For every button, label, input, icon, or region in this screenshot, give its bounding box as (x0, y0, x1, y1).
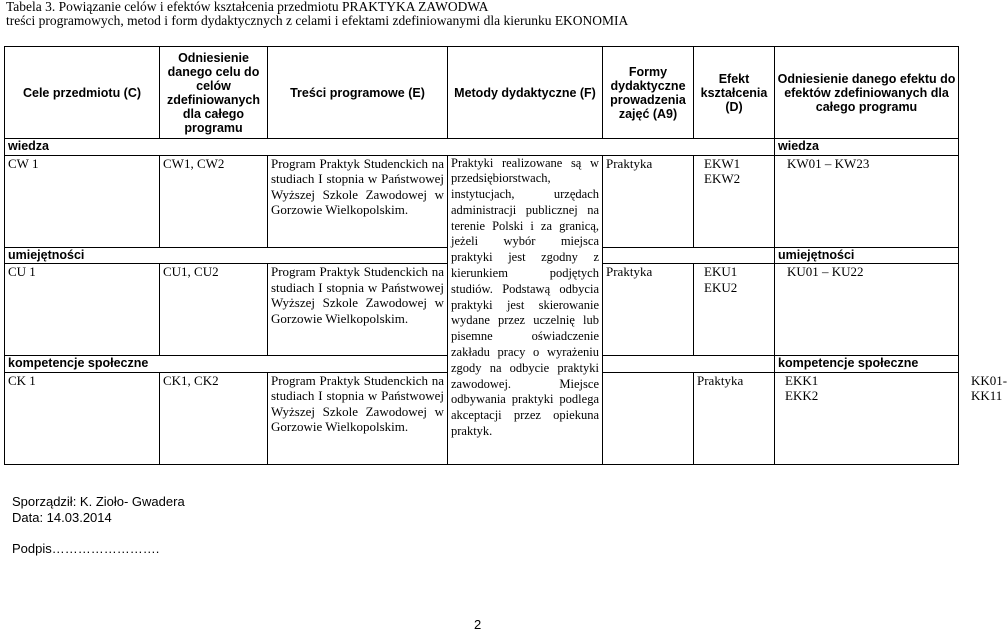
forma-cell: Praktyka (694, 372, 775, 464)
metody-cell: Praktyki realizowane są w przedsiębiorstwach, instytucjach, urzędach administracji publicznej na terenie Polski i za granicą, jeżeli wybór miejsca praktyki jest zgodny z kierunkiem podjętych studiów. Podstawą odbycia praktyki jest skierowanie wydane przez uczelnię lub pisemne oświadczenie zakładu pracy o wyrażeniu zgody na odbycie praktyki zawodowej. Miejsce odbywania praktyki podlega akceptacji przez opiekuna praktyk. (448, 155, 603, 464)
section-blank (603, 356, 775, 373)
efekt-1: EKU1 (704, 264, 738, 279)
efekt-cell (694, 155, 775, 247)
prepared-by: Sporządził: K. Zioło- Gwadera (12, 494, 185, 509)
cel-cell: CW 1 (5, 155, 160, 247)
header-row (5, 47, 959, 139)
table-row: CK 1 CK1, CK2 Program Praktyk Studenckich na studiach I stopnia w Państwowej Wyższej Szkole Zawodowej w Gorzowie Wielkopolskim. Praktyka EKK1 EKK2 KK01- KK11 (5, 372, 959, 464)
section-label-umiejetnosci: umiejętności (5, 247, 448, 264)
tresci-cell: Program Praktyk Studenckich na studiach I stopnia w Państwowej Wyższej Szkole Zawodowej w Gorzowie Wielkopolskim. (268, 264, 448, 356)
section-label-wiedza-right: wiedza (775, 139, 959, 156)
header-metody: Metody dydaktyczne (F) (448, 47, 603, 139)
header-formy: Formy dydaktyczne prowadzenia zajęć (A9) (603, 47, 694, 139)
cel-cell: CK 1 (5, 372, 160, 464)
forma-cell: Praktyka (603, 264, 694, 356)
odniesienie-cell: CK1, CK2 (160, 372, 268, 464)
header-efekt: Efekt kształcenia (D) (694, 47, 775, 139)
forma-cell: Praktyka (603, 155, 694, 247)
table-row (5, 155, 959, 247)
header-cele: Cele przedmiotu (C) (5, 47, 160, 139)
caption-line-2: treści programowych, metod i form dydaktycznych z celami i efektami zdefiniowanymi dla kierunku EKONOMIA (6, 13, 629, 28)
date: Data: 14.03.2014 (12, 510, 112, 525)
section-blank (603, 247, 775, 264)
header-odniesienie-celu: Odniesienie danego celu do celów zdefiniowanych dla całego programu (160, 47, 268, 139)
header-odniesienie-efektu: Odniesienie danego efektu do efektów zdefiniowanych dla całego programu (775, 47, 959, 139)
section-label-umiejetnosci-right: umiejętności (775, 247, 959, 264)
section-label-wiedza: wiedza (5, 139, 775, 156)
section-label-kompetencje: kompetencje społeczne (5, 356, 448, 373)
efekt-2: EKW2 (704, 171, 741, 186)
signature-line: Podpis……………………. (12, 541, 160, 556)
tresci-cell: Program Praktyk Studenckich na studiach I stopnia w Państwowej Wyższej Szkole Zawodowej w Gorzowie Wielkopolskim. (268, 372, 448, 464)
caption-line-1: Tabela 3. Powiązanie celów i efektów kształcenia przedmiotu PRAKTYKA ZAWODWA (6, 0, 489, 14)
header-tresci: Treści programowe (E) (268, 47, 448, 139)
efekt-2: EKK2 (785, 388, 819, 403)
table-caption (6, 0, 628, 28)
efekt-cell (775, 372, 959, 464)
odniesienie-cell: CU1, CU2 (160, 264, 268, 356)
odniesienie-efektu-cell: KW01 – KW23 (775, 155, 959, 247)
efekt-1: EKK1 (785, 372, 819, 388)
tresci-cell: Program Praktyk Studenckich na studiach I stopnia w Państwowej Wyższej Szkole Zawodowej w Gorzowie Wielkopolskim. (268, 155, 448, 247)
odniesienie-cell: CW1, CW2 (160, 155, 268, 247)
objectives-table (4, 46, 1007, 465)
efekt-1: EKW1 (704, 155, 741, 171)
cel-cell: CU 1 (5, 264, 160, 356)
metody-cell-continued (603, 372, 694, 464)
page-number: 2 (474, 617, 482, 632)
efekt-cell (694, 264, 775, 356)
section-label-kompetencje-right: kompetencje społeczne (775, 356, 959, 373)
efekt-2: EKU2 (704, 279, 738, 295)
section-row-wiedza (5, 139, 959, 156)
odniesienie-efektu-cell: KU01 – KU22 (775, 264, 959, 356)
